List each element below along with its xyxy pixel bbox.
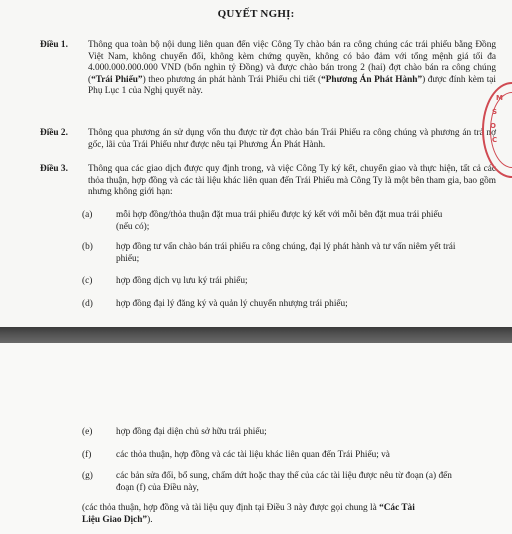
- article-3: [40, 164, 500, 202]
- seal-letter: S: [492, 108, 498, 116]
- article-1-text-part: Thông qua toàn bộ nội dung liên quan đến việc Công Ty chào bán ra công chúng các trái phiếu bằng Đồng Việt Nam, không chuyển đổi, không kèm chứng quyền, không có bảo đảm với tổng mệnh giá tối đa 4.000.000.000.000 VND (bốn nghìn tỷ Đồng) và được chào bán trong 2 (hai) đợt chào bán ra công chúng (: [88, 40, 496, 85]
- closing-paragraph: [82, 503, 427, 526]
- closing-text: (các thỏa thuận, hợp đồng và tài liệu quy định tại Điều 3 này được gọi chung là: [82, 503, 380, 513]
- item-marker: (g): [82, 471, 93, 481]
- defined-term-tai-lieu-giao-dich: “Các Tài Liệu Giao Dịch”: [82, 503, 415, 525]
- defined-term-trai-phieu: “Trái Phiếu”: [91, 74, 143, 85]
- item-marker: (c): [82, 276, 93, 286]
- closing-text: ).: [147, 514, 153, 525]
- page-separator: [0, 327, 512, 343]
- article-2-text: Thông qua phương án sử dụng vốn thu được từ đợt chào bán Trái Phiếu ra công chúng và phương án trả nợ gốc, lãi của Trái Phiếu như được nêu tại Phương Án Phát Hành.: [88, 128, 496, 150]
- defined-term-phuong-an-phat-hanh: “Phương Án Phát Hành”: [321, 74, 423, 85]
- item-text: hợp đồng đại lý đăng ký và quản lý chuyển nhượng trái phiếu;: [116, 299, 348, 309]
- article-1-text-part: ) theo phương án phát hành Trái Phiếu chi tiết (: [142, 74, 322, 85]
- item-text: hợp đồng dịch vụ lưu ký trái phiếu;: [116, 276, 248, 286]
- article-1-text-part: ) được đính kèm tại Phụ Lục 1 của Nghị quyết này.: [88, 74, 496, 97]
- article-3-text: Thông qua các giao dịch được quy định trong, và việc Công Ty ký kết, chuyển giao và thực hiện, tất cả các thỏa thuận, hợp đồng và các tài liệu khác liên quan đến Trái Phiếu mà Công Ty là một bên tham gia, bao gồm nhưng không giới hạn:: [88, 164, 496, 198]
- item-text: các thỏa thuận, hợp đồng và các tài liệu khác liên quan đến Trái Phiếu; và: [116, 450, 390, 460]
- article-3-label: Điều 3.: [40, 164, 68, 174]
- seal-letter: C: [492, 136, 498, 144]
- seal-letter: O: [490, 122, 496, 130]
- resolution-title: QUYẾT NGHỊ:: [217, 8, 295, 20]
- item-marker: (f): [82, 450, 92, 460]
- item-marker: (b): [82, 242, 93, 252]
- item-marker: (e): [82, 427, 93, 437]
- article-2-label: Điều 2.: [40, 128, 68, 138]
- article-1-label: Điều 1.: [40, 40, 68, 50]
- article-2: [40, 128, 500, 154]
- item-marker: (d): [82, 299, 93, 309]
- seal-inner-ring: [490, 92, 512, 168]
- item-marker: (a): [82, 210, 93, 220]
- seal-letter: M: [496, 94, 503, 102]
- article-1: [40, 40, 500, 100]
- item-text: các bản sửa đổi, bổ sung, chấm dứt hoặc thay thế của các tài liệu được nêu từ đoạn (a) đến đoạn (f) của Điều này,: [116, 471, 452, 493]
- item-text: hợp đồng tư vấn chào bán trái phiếu ra công chúng, đại lý phát hành và tư vấn niêm yết trái phiếu;: [116, 242, 456, 264]
- item-text: mỗi hợp đồng/thỏa thuận đặt mua trái phiếu được ký kết với mỗi bên đặt mua trái phiếu (nếu có);: [116, 210, 443, 232]
- item-text: hợp đồng đại diện chủ sở hữu trái phiếu;: [116, 427, 267, 437]
- article-1-text: [88, 40, 496, 98]
